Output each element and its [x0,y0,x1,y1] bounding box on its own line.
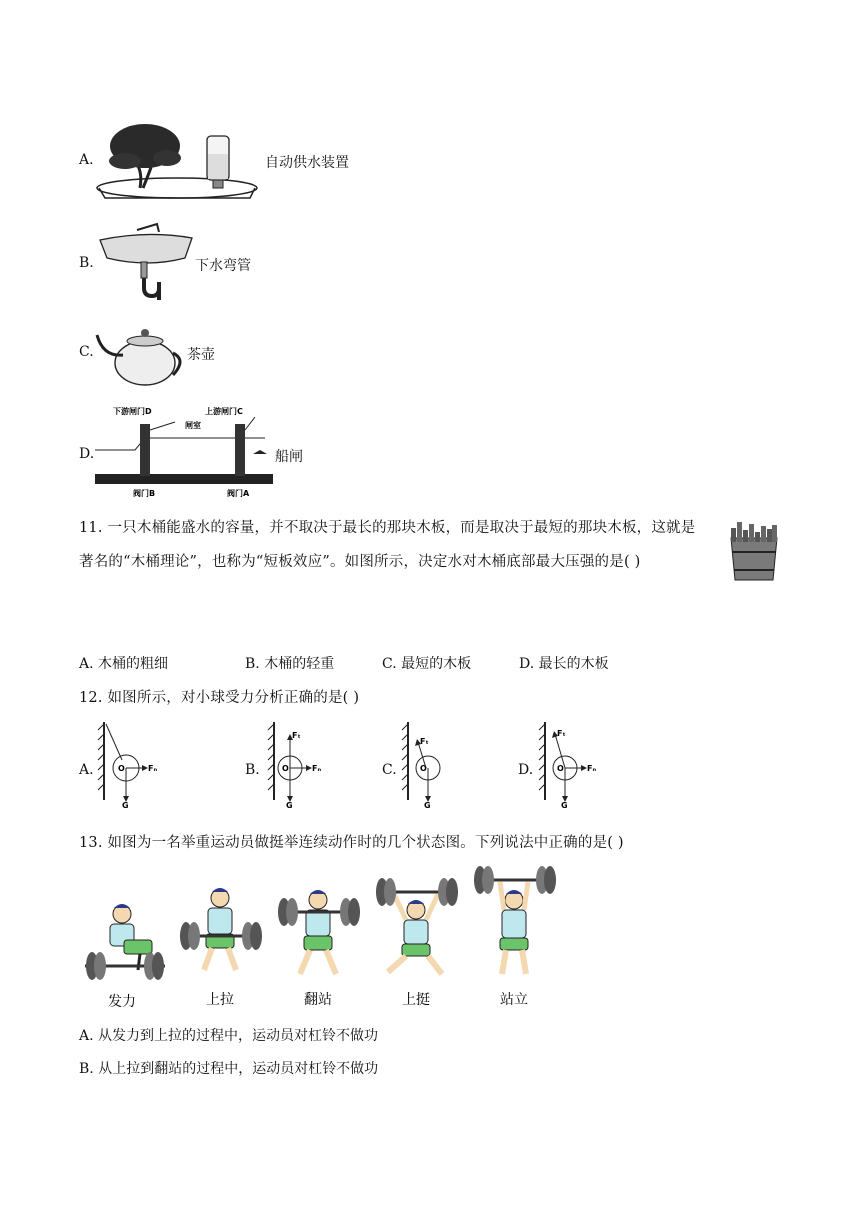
weightlifting-stages-icon [80,862,560,1012]
valve-a-label: 阀门A [227,489,250,498]
q11-option-c[interactable]: C. 最短的木板 [382,656,472,672]
svg-text:O: O [118,764,125,773]
chamber-label: 闸室 [185,421,201,430]
svg-text:Fₜ: Fₜ [557,729,566,738]
svg-text:O: O [557,764,564,773]
q11-option-d[interactable]: D. 最长的木板 [519,656,609,672]
svg-text:O: O [282,764,289,773]
stage-label-pull: 上拉 [206,992,234,1008]
q11-option-a[interactable]: A. 木桶的粗细 [79,656,169,672]
svg-text:Fₙ: Fₙ [587,764,597,773]
gate-c-label: 上游闸门C [205,407,243,416]
svg-text:Fₜ: Fₜ [420,737,429,746]
wooden-bucket-icon [725,520,783,584]
q12-option-b[interactable]: B. [245,762,260,778]
stage-label-power: 发力 [108,994,136,1010]
q12-stem: 12. 如图所示，对小球受力分析正确的是( ) [79,690,360,706]
svg-text:Fₙ: Fₙ [148,764,158,773]
ball-diagram-a-icon [96,720,166,810]
svg-text:G: G [561,801,568,810]
stage-label-clean: 翻站 [304,992,332,1008]
q12-option-c[interactable]: C. [382,762,397,778]
sink-trap-icon [97,220,197,302]
q13-option-a[interactable]: A. 从发力到上拉的过程中，运动员对杠铃不做功 [79,1028,379,1044]
stage-label-stand: 站立 [500,992,528,1008]
q12-option-d[interactable]: D. [518,762,534,778]
ship-lock-icon [95,402,273,498]
stage-jerk-figure [376,878,458,974]
option-b-letter: B. [79,255,94,271]
stage-clean-figure [278,890,360,974]
valve-b-label: 阀门B [133,489,156,498]
svg-text:O: O [420,764,427,773]
svg-text:Fₜ: Fₜ [292,731,301,740]
option-a-caption: 自动供水装置 [265,155,349,171]
ball-diagram-b-icon [262,720,332,810]
q11-line2: 著名的“木桶理论”，也称为“短板效应”。如图所示，决定水对木桶底部最大压强的是( ) [79,553,641,570]
q13-option-b[interactable]: B. 从上拉到翻站的过程中，运动员对杠铃不做功 [79,1061,379,1077]
option-a-letter: A. [79,152,94,168]
option-d-caption: 船闸 [275,449,303,465]
option-d-letter: D. [79,446,95,462]
stage-stand-figure [474,866,556,974]
option-c-caption: 茶壶 [187,347,215,363]
gate-d-label: 下游闸门D [113,407,152,416]
q11-line1: 11. 一只木桶能盛水的容量，并不取决于最长的那块木板，而是取决于最短的那块木板，这就是 [79,520,696,536]
q11-stem [79,515,719,576]
svg-text:Fₙ: Fₙ [312,764,322,773]
stage-label-jerk: 上挺 [402,992,430,1008]
stage-pull-figure [180,888,262,970]
svg-text:G: G [286,801,293,810]
stage-power-figure [85,904,165,980]
ball-diagram-d-icon [535,720,605,810]
plant-water-supply-icon [95,116,260,206]
option-b-caption: 下水弯管 [195,258,251,274]
option-c-letter: C. [79,344,94,360]
svg-text:G: G [424,801,431,810]
q13-stem: 13. 如图为一名举重运动员做挺举连续动作时的几个状态图。下列说法中正确的是( ) [79,835,624,851]
q11-option-b[interactable]: B. 木桶的轻重 [245,656,335,672]
ball-diagram-c-icon [398,720,458,810]
q12-option-a[interactable]: A. [79,762,94,778]
teapot-icon [95,315,185,387]
svg-text:G: G [122,801,129,810]
